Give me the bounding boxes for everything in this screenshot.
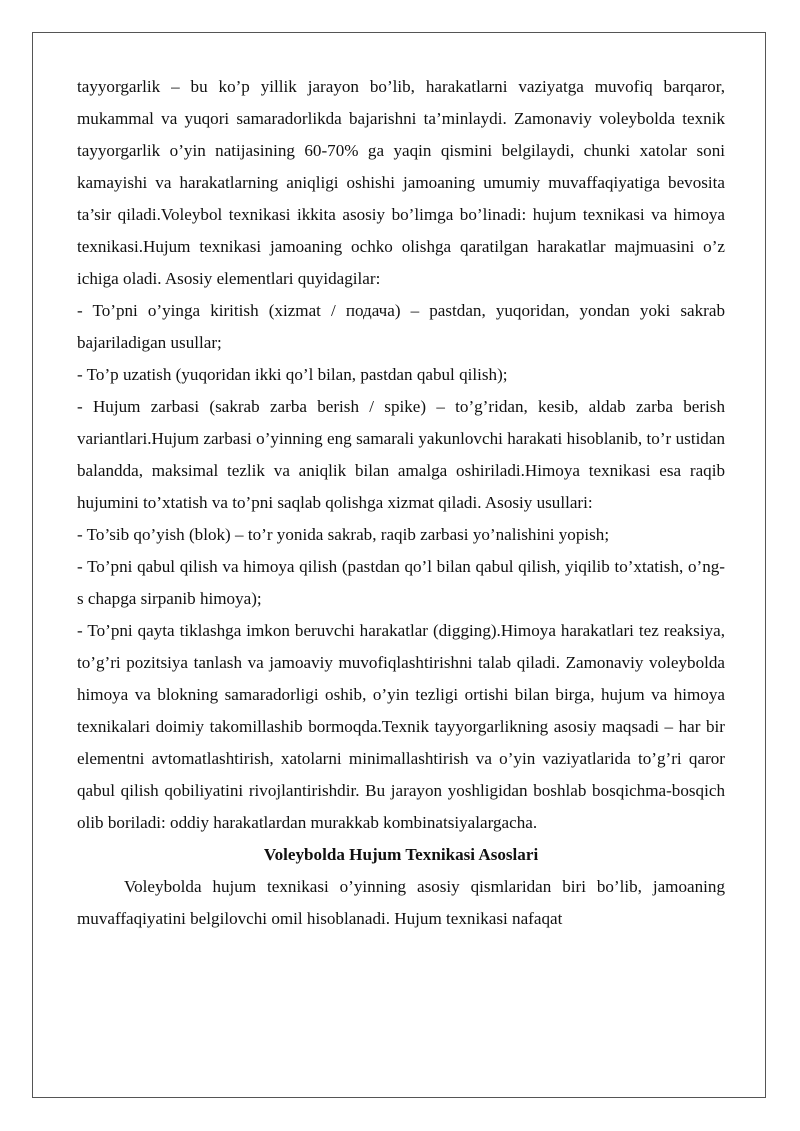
list-item-serve: - To’pni o’yinga kiritish (xizmat / подача) – pastdan, yuqoridan, yondan yoki sakrab bajariladigan usullar; — [77, 301, 725, 352]
document-body — [77, 71, 725, 935]
list-item-attack-hit: - Hujum zarbasi (sakrab zarba berish / spike) – to’g’ridan, kesib, aldab zarba berish variantlari.Hujum zarbasi o’yinning eng samarali yakunlovchi harakati hisoblanib, to’r ustidan balandda, maksimal tezlik va aniqlik bilan amalga oshiriladi.Himoya texnikasi esa raqib hujumini to’xtatish va to’pni saqlab qolishga xizmat qiladi. Asosiy usullari: — [77, 397, 725, 512]
body-paragraph-continuation: tayyorgarlik – bu ko’p yillik jarayon bo’lib, harakatlarni vaziyatga muvofiq barqaror, mukammal va yuqori samaradorlikda bajarishni ta’minlaydi. Zamonaviy voleybolda texnik tayyorgarlik o’yin natijasining 60-70% ga yaqin qismini belgilaydi, chunki xatolar soni kamayishi va harakatlarning aniqligi oshishi jamoaning umumiy muvaffaqiyatiga bevosita ta’sir qiladi.Voleybol texnikasi ikkita asosiy bo’limga bo’linadi: hujum texnikasi va himoya texnikasi.Hujum texnikasi jamoaning ochko olishga qaratilgan harakatlar majmuasini o’z ichiga oladi. Asosiy elementlari quyidagilar: — [77, 77, 725, 288]
section-paragraph: Voleybolda hujum texnikasi o’yinning asosiy qismlaridan biri bo’lib, jamoaning muvaffaqiyatini belgilovchi omil hisoblanadi. Hujum texnikasi nafaqat — [77, 877, 725, 928]
list-item-block: - To’sib qo’yish (blok) – to’r yonida sakrab, raqib zarbasi yo’nalishini yopish; — [77, 525, 610, 544]
section-heading: Voleybolda Hujum Texnikasi Asoslari — [263, 845, 539, 864]
list-item-digging: - To’pni qayta tiklashga imkon beruvchi harakatlar (digging).Himoya harakatlari tez reaksiya, to’g’ri pozitsiya tanlash va jamoaviy muvofiqlashtirishni talab qiladi. Zamonaviy voleybolda himoya va blokning samaradorligi oshib, o’yin tezligi ortishi bilan birga, hujum va himoya texnikalari doimiy takomillashib bormoqda.Texnik tayyorgarlikning asosiy maqsadi – har bir elementni avtomatlashtirish, xatolarni minimallashtirish va o’yin vaziyatlarida to’g’ri qaror qabul qilish qobiliyatini rivojlantirishdir. Bu jarayon yoshligidan boshlab bosqichma-bosqich olib boriladi: oddiy harakatlardan murakkab kombinatsiyalargacha. — [77, 621, 725, 832]
list-item-pass: - To’p uzatish (yuqoridan ikki qo’l bilan, pastdan qabul qilish); — [77, 365, 508, 384]
list-item-reception: - To’pni qabul qilish va himoya qilish (pastdan qo’l bilan qabul qilish, yiqilib to’xtatish, o’ng-s chapga sirpanib himoya); — [77, 557, 725, 608]
